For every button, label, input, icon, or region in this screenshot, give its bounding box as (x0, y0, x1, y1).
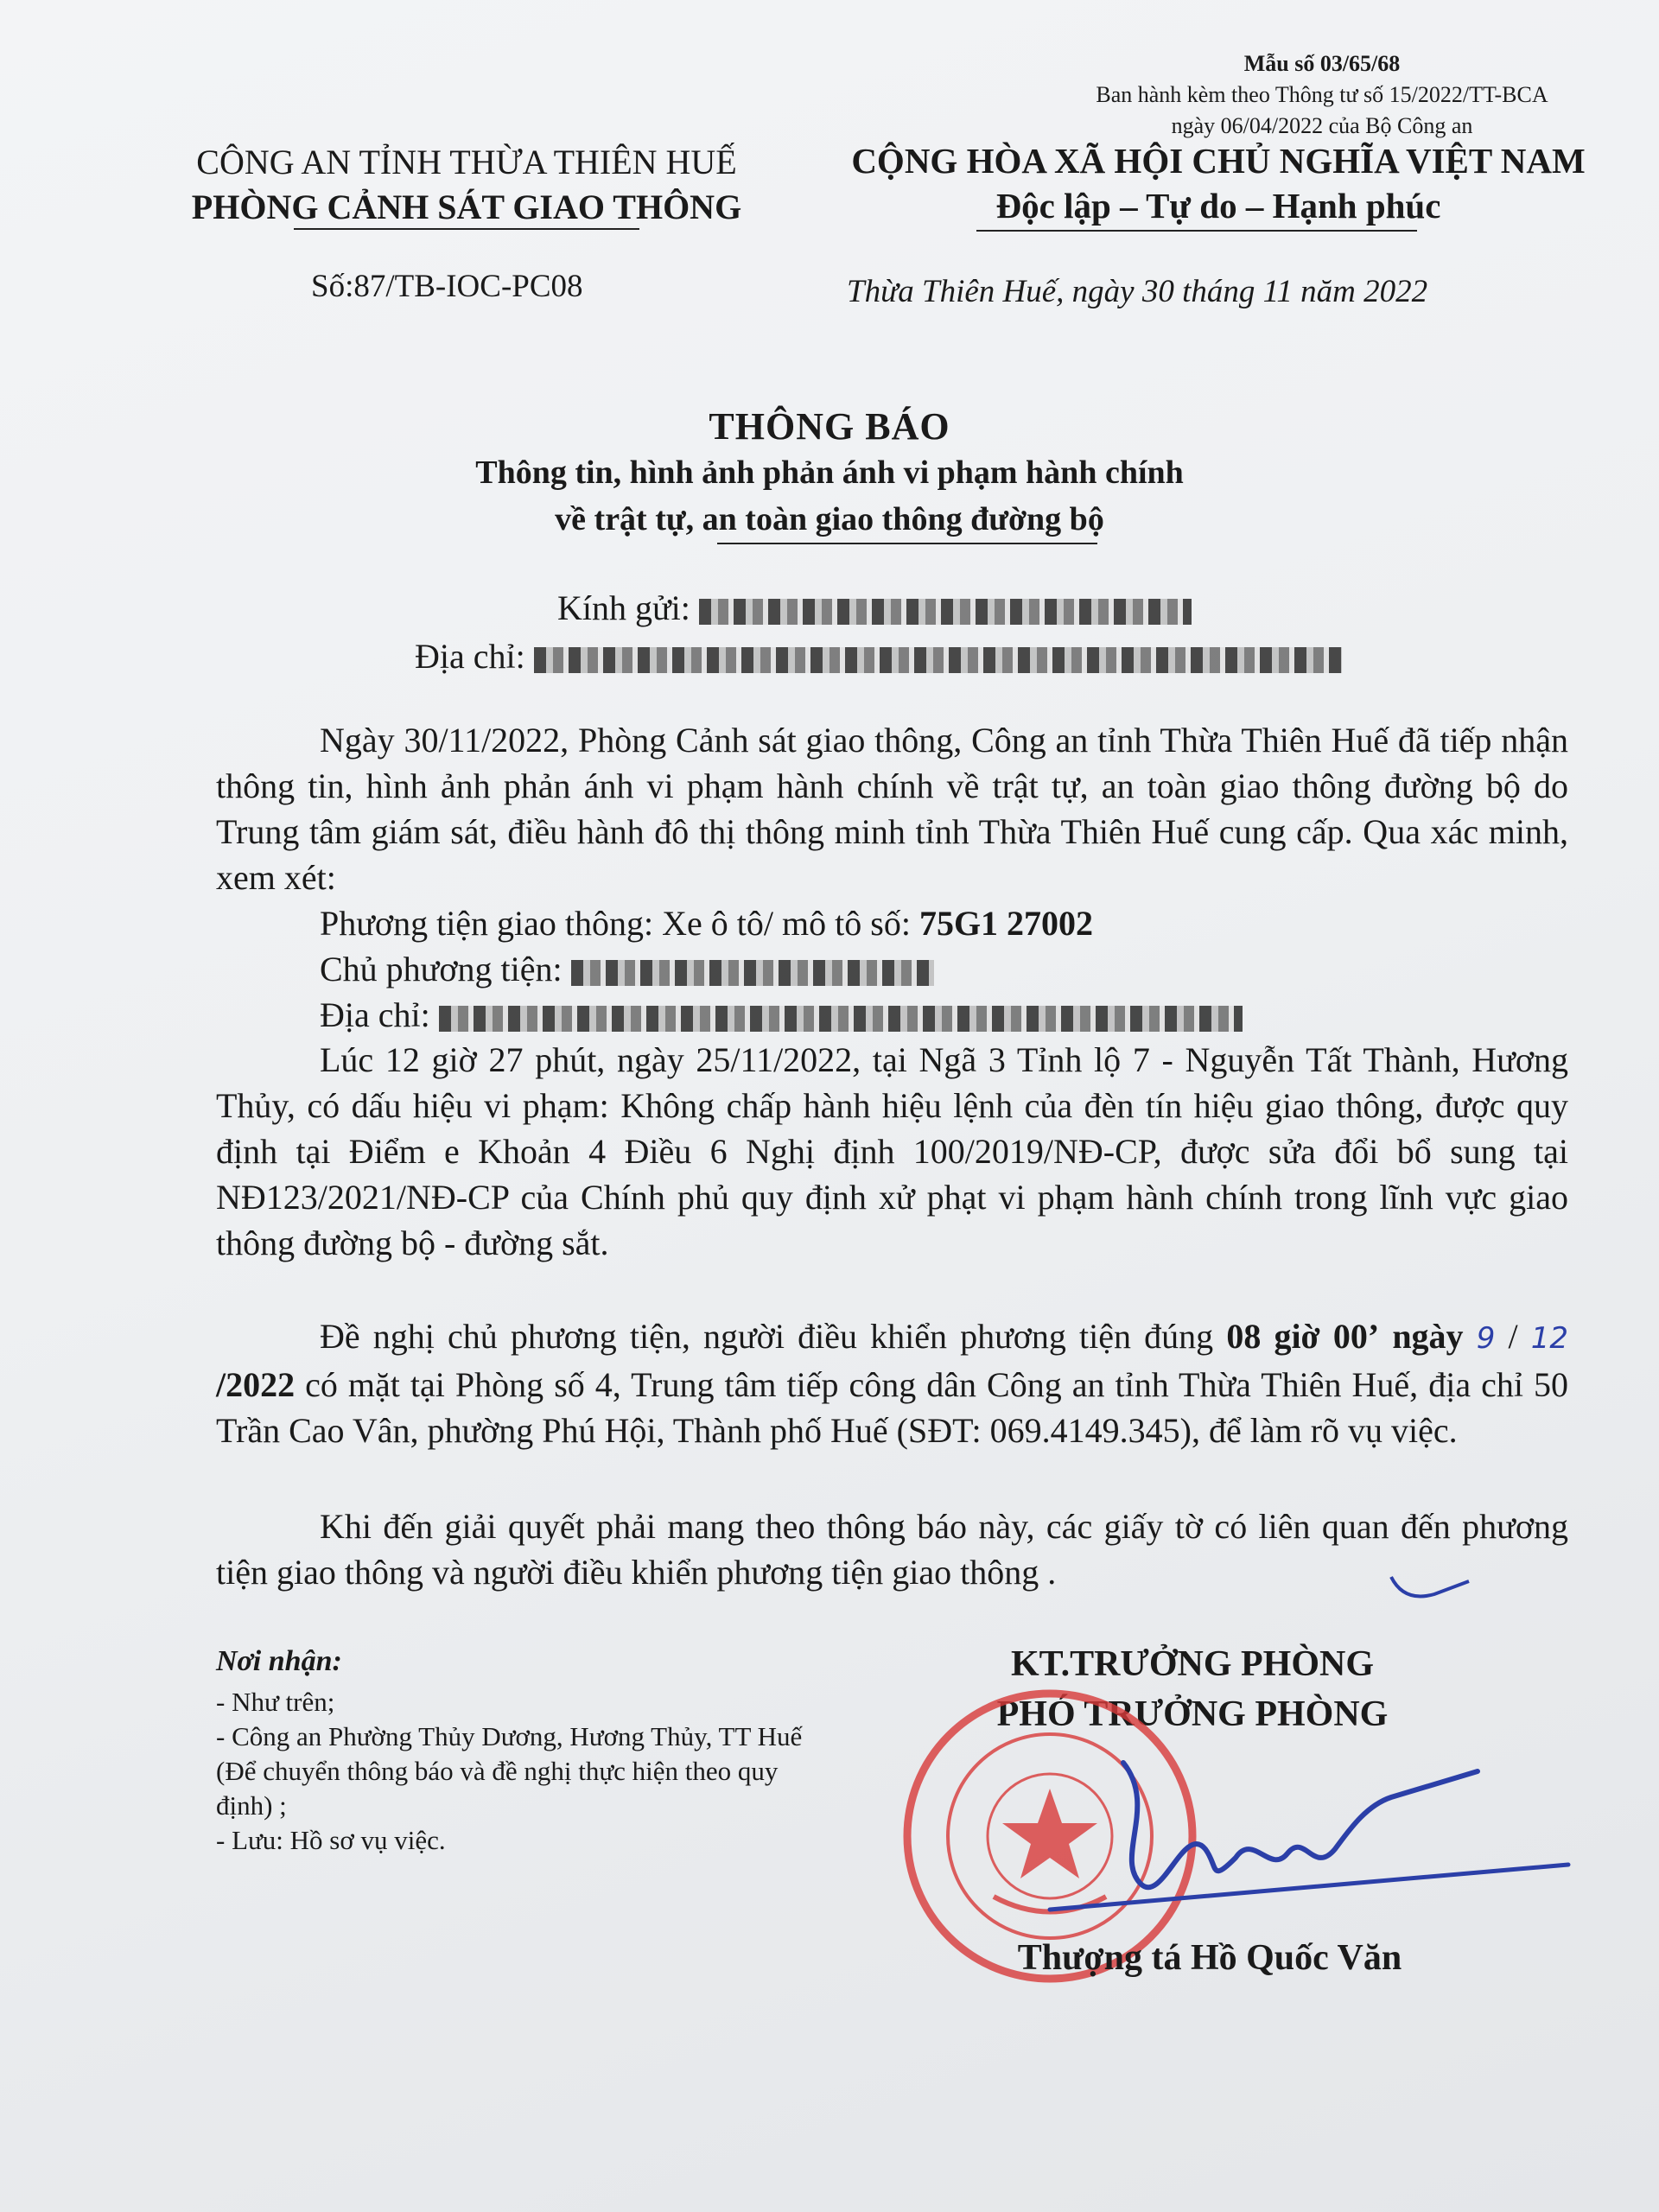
star-emblem-icon (1002, 1789, 1097, 1878)
form-issued-with: Ban hành kèm theo Thông tư số 15/2022/TT-BCA (1096, 82, 1548, 107)
subtitle-line-2: về trật tự, an toàn giao thông đường bộ (555, 501, 1104, 537)
vehicle-label: Phương tiện giao thông: Xe ô tô/ mô tô số: (320, 904, 919, 943)
handwritten-day: 9 (1476, 1321, 1496, 1356)
owner-address-label: Địa chỉ: (320, 995, 430, 1034)
request-year: /2022 (216, 1365, 296, 1404)
date-slash: / (1508, 1317, 1518, 1356)
signature-stroke (1050, 1865, 1568, 1910)
recipient-item: - Công an Phường Thủy Dương, Hương Thủy, TT Huế (Để chuyển thông báo và đề nghị thực hiện theo quy định) ; (216, 1721, 803, 1821)
place-date: Thừa Thiên Huế, ngày 30 tháng 11 năm 2022 (847, 274, 1428, 309)
nation-motto: Độc lập – Tự do – Hạnh phúc (995, 186, 1441, 226)
signer-name: Thượng tá Hồ Quốc Văn (1017, 1938, 1402, 1978)
recipient-item: - Lưu: Hồ sơ vụ việc. (216, 1825, 446, 1855)
intro-paragraph: Ngày 30/11/2022, Phòng Cảnh sát giao thông, Công an tỉnh Thừa Thiên Huế đã tiếp nhận thông tin, hình ảnh phản ánh vi phạm hành chính về trật tự, an toàn giao thông đường bộ do Trung tâm giám sát, điều hành đô thị thông minh tỉnh Thừa Thiên Huế cung cấp. Qua xác minh, xem xét: (216, 721, 1568, 897)
signature-title-1: KT.TRƯỞNG PHÒNG (1011, 1644, 1374, 1684)
request-time: 08 giờ 00’ (1226, 1317, 1380, 1356)
document-title: THÔNG BÁO (709, 405, 950, 448)
agency-parent: CÔNG AN TỈNH THỪA THIÊN HUẾ (196, 143, 737, 181)
request-day-label: ngày (1392, 1317, 1464, 1356)
form-issued-date: ngày 06/04/2022 của Bộ Công an (1171, 113, 1473, 138)
initial-mark (1391, 1577, 1469, 1597)
recipient-item: - Như trên; (216, 1687, 335, 1717)
request-post: có mặt tại Phòng số 4, Trung tâm tiếp công dân Công an tỉnh Thừa Thiên Huế, địa chỉ 50 Trần Cao Vân, phường Phú Hội, Thành phố Huế (SĐT: 069.4149.345), để làm rõ vụ việc. (216, 1365, 1568, 1450)
handwritten-month: 12 (1530, 1321, 1569, 1356)
subtitle-line-1: Thông tin, hình ảnh phản ánh vi phạm hành chính (475, 454, 1184, 491)
owner-label: Chủ phương tiện: (320, 950, 563, 988)
closing-paragraph: Khi đến giải quyết phải mang theo thông báo này, các giấy tờ có liên quan đến phương tiện giao thông và người điều khiển phương tiện giao thông . (216, 1507, 1568, 1592)
official-stamp (907, 1694, 1192, 1979)
nation-name: CỘNG HÒA XÃ HỘI CHỦ NGHĨA VIỆT NAM (851, 141, 1586, 181)
to-label: Kính gửi: (557, 588, 690, 627)
violation-paragraph: Lúc 12 giờ 27 phút, ngày 25/11/2022, tại Ngã 3 Tỉnh lộ 7 - Nguyễn Tất Thành, Hương Thủy, có dấu hiệu vi phạm: Không chấp hành hiệu lệnh của đèn tín hiệu giao thông, được quy định tại Điểm e Khoản 4 Điều 6 Nghị định 100/2019/NĐ-CP, được sửa đổi bổ sung tại NĐ123/2021/NĐ-CP của Chính phủ quy định xử phạt vi phạm hành chính trong lĩnh vực giao thông đường bộ - đường sắt. (216, 1040, 1568, 1262)
address-label: Địa chỉ: (415, 637, 525, 676)
request-pre: Đề nghị chủ phương tiện, người điều khiển phương tiện đúng (320, 1317, 1227, 1356)
recipients-heading: Nơi nhận: (216, 1645, 342, 1677)
document-number: Số:87/TB-IOC-PC08 (311, 269, 583, 304)
signature-title-2: PHÓ TRƯỞNG PHÒNG (996, 1694, 1389, 1734)
form-number: Mẫu số 03/65/68 (1243, 51, 1401, 76)
handwritten-signature (1123, 1763, 1478, 1887)
vehicle-plate: 75G1 27002 (918, 904, 1094, 943)
agency-office: PHÒNG CẢNH SÁT GIAO THÔNG (191, 188, 742, 226)
